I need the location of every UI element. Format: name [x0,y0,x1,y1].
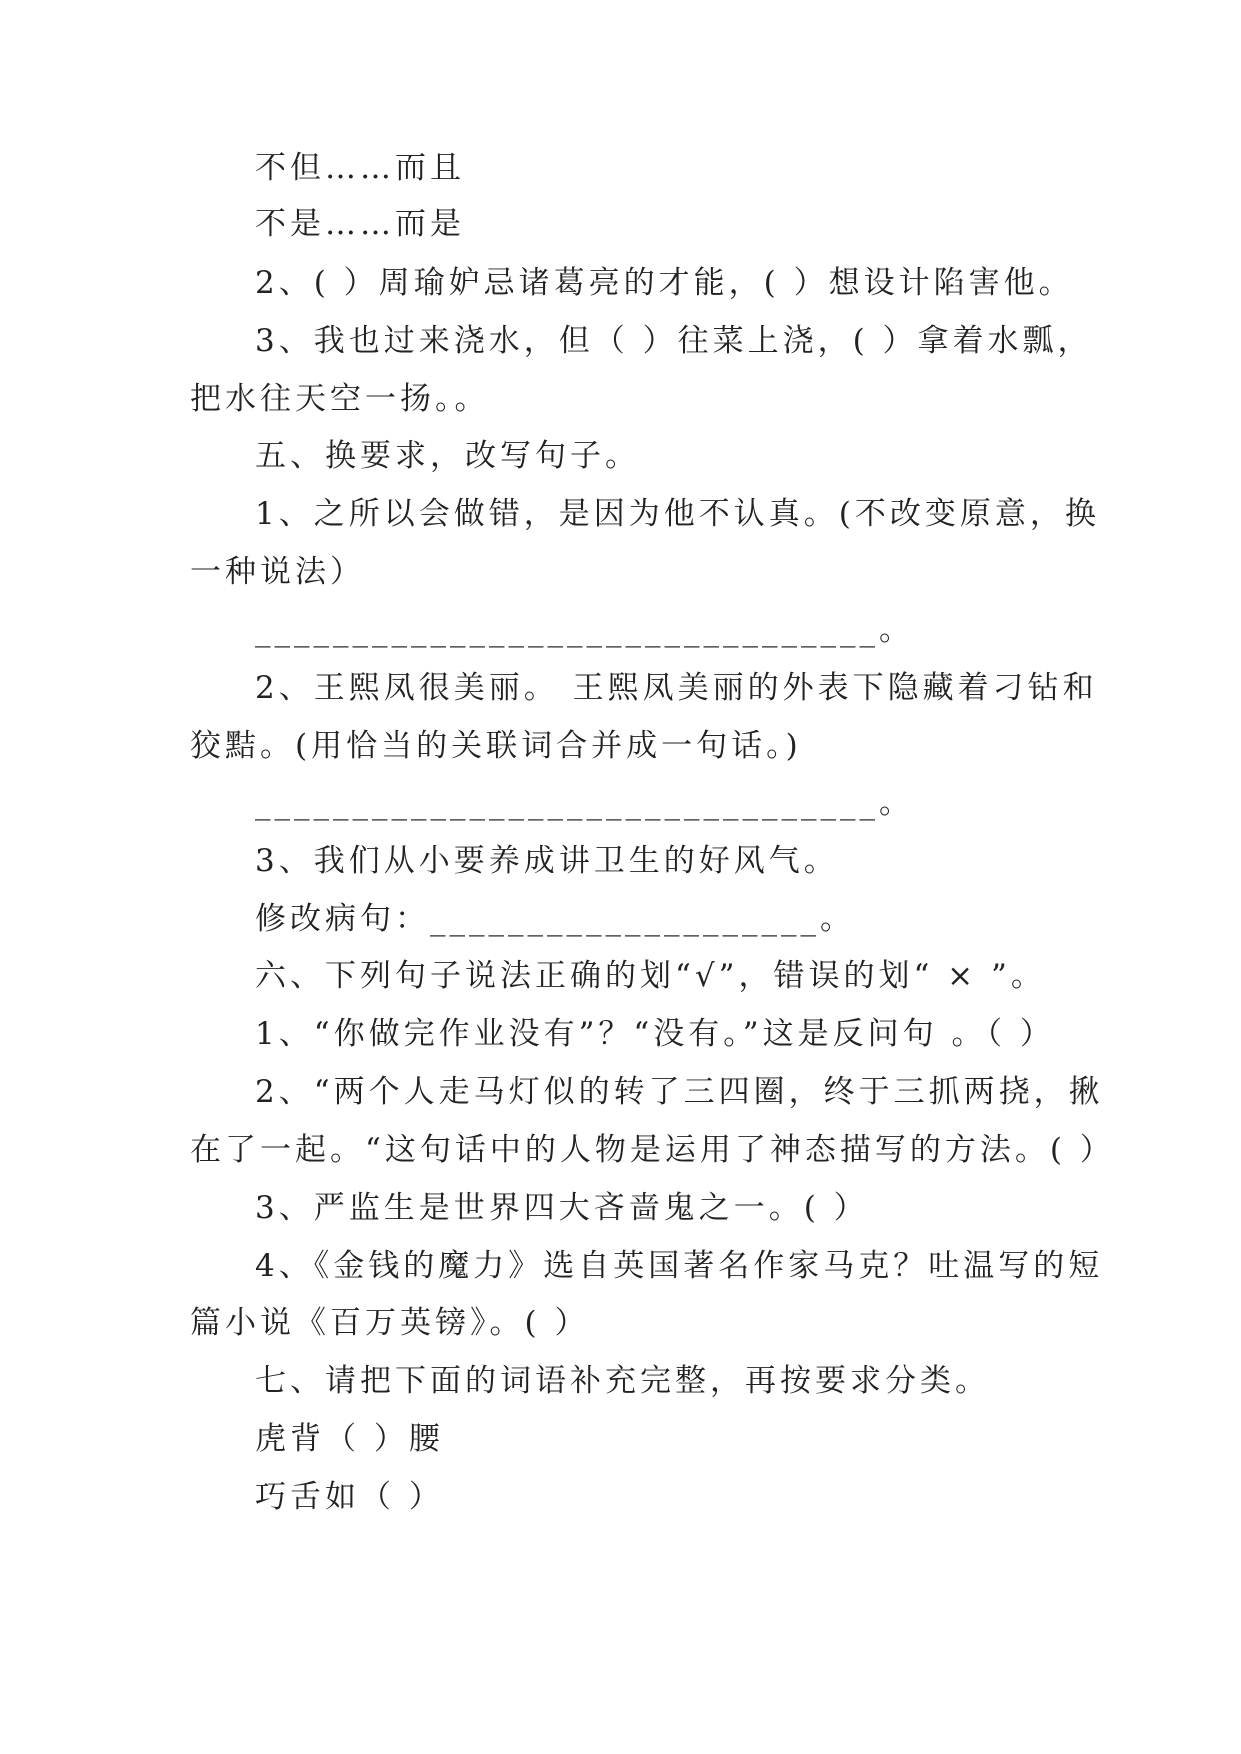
answer-blank-2: ________________________________。 [255,785,914,821]
text-line-13: 3、我们从小要养成讲卫生的好风气。 [255,843,839,879]
section-heading-7: 七、请把下面的词语补充完整，再按要求分类。 [255,1363,990,1399]
answer-blank-1: ________________________________。 [255,612,914,648]
text-line-3: 2、( ）周瑜妒忌诸葛亮的才能，( ）想设计陷害他。 [255,265,1074,301]
text-line-16: 1、“你做完作业没有”？“没有。”这是反问句 。（ ） [255,1016,1055,1052]
text-line-17: 2、“两个人走马灯似的转了三四圈，终于三抓两挠，揪 [255,1074,1104,1110]
text-line-4: 3、我也过来浇水，但（ ）往菜上浇，( ）拿着水瓢， [255,323,1093,359]
text-line-20: 4、《金钱的魔力》选自英国著名作家马克？吐温写的短 [255,1248,1104,1284]
text-line-19: 3、严监生是世界四大吝啬鬼之一。( ） [255,1190,869,1226]
section-heading-5: 五、换要求，改写句子。 [255,438,640,474]
text-line-10: 2、王熙凤很美丽。 王熙凤美丽的外表下隐藏着刁钻和 [255,670,1098,706]
text-line-5: 把水往天空一扬。。 [190,381,490,417]
text-line-1: 不但……而且 [255,150,465,186]
text-line-7: 1、之所以会做错，是因为他不认真。(不改变原意，换 [255,496,1100,532]
section-heading-6: 六、下列句子说法正确的划“√”，错误的划“ × ”。 [255,958,1046,994]
text-line-8: 一种说法） [190,554,365,590]
text-line-2: 不是……而是 [255,206,465,242]
text-line-24: 巧舌如（ ） [255,1479,444,1515]
answer-blank-3: 修改病句：____________________。 [255,901,855,937]
text-line-11: 狡黠。(用恰当的关联词合并成一句话。) [190,728,802,764]
text-line-18: 在了一起。“这句话中的人物是运用了神态描写的方法。( ） [190,1132,1115,1168]
text-line-21: 篇小说《百万英镑》。( ） [190,1305,590,1341]
text-line-23: 虎背（ ）腰 [255,1421,444,1457]
